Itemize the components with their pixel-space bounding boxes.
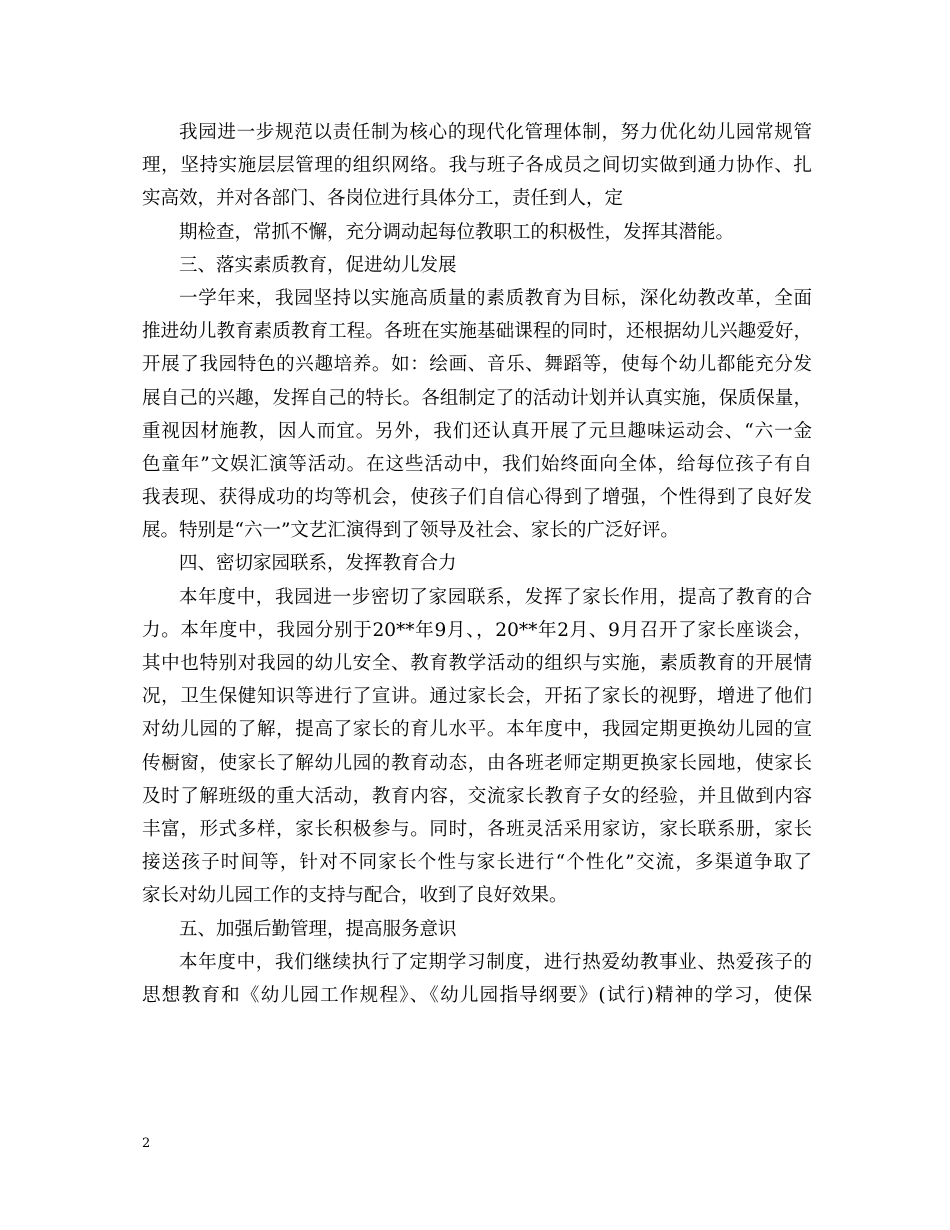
text-line: 况，卫生保健知识等进行了宣讲。通过家长会，开拓了家长的视野，增进了他们 [142,686,812,708]
text-line: 及时了解班级的重大活动，教育内容，交流家长教育子女的经验，并且做到内容 [142,785,812,807]
text-line: 我园进一步规范以责任制为核心的现代化管理体制，努力优化幼儿园常规管 [179,122,812,143]
text-line: 对幼儿园的了解，提高了家长的育儿水平。本年度中，我园定期更换幼儿园的宣 [142,719,812,741]
text-line: 色童年”文娱汇演等活动。在这些活动中，我们始终面向全体，给每位孩子有自 [142,453,812,475]
text-line: 本年度中，我园进一步密切了家园联系，发挥了家长作用，提高了教育的合 [179,586,812,608]
text-line: 本年度中，我们继续执行了定期学习制度，进行热爱幼教事业、热爱孩子的 [179,951,812,973]
text-line: 实高效，并对各部门、各岗位进行具体分工，责任到人，定 [142,188,624,210]
text-line: 期检查，常抓不懈，充分调动起每位教职工的积极性，发挥其潜能。 [179,221,735,243]
text-line: 四、密切家园联系，发挥教育合力 [179,553,457,575]
document-body [142,116,812,1012]
text-line: 其中也特别对我园的幼儿安全、教育教学活动的组织与实施，素质教育的开展情 [142,653,812,674]
text-line: 力。本年度中，我园分别于20**年9月、，20**年2月、9月召开了家长座谈会， [142,619,812,641]
text-line: 传橱窗，使家长了解幼儿园的教育动态，由各班老师定期更换家长园地，使家长 [142,752,812,774]
text-line: 展。特别是“六一”文艺汇演得到了领导及社会、家长的广泛好评。 [142,520,679,542]
text-line: 家长对幼儿园工作的支持与配合，收到了良好效果。 [142,885,568,907]
text-line: 开展了我园特色的兴趣培养。如：绘画、音乐、舞蹈等，使每个幼儿都能充分发 [142,354,812,376]
text-line: 重视因材施教，因人而宜。另外，我们还认真开展了元旦趣味运动会、“六一金 [142,420,812,442]
text-line: 丰富，形式多样，家长积极参与。同时，各班灵活采用家访，家长联系册，家长 [142,818,812,840]
text-line: 理，坚持实施层层管理的组织网络。我与班子各成员之间切实做到通力协作、扎 [142,155,812,177]
text-line: 我表现、获得成功的均等机会，使孩子们自信心得到了增强，个性得到了良好发 [142,487,812,509]
text-line: 五、加强后勤管理，提高服务意识 [179,918,457,940]
text-line: 三、落实素质教育，促进幼儿发展 [179,254,457,276]
text-line: 一学年来，我园坚持以实施高质量的素质教育为目标，深化幼教改革，全面 [179,287,812,309]
text-line: 推进幼儿教育素质教育工程。各班在实施基础课程的同时，还根据幼儿兴趣爱好， [142,321,812,343]
text-line: 展自己的兴趣，发挥自己的特长。各组制定了的活动计划并认真实施，保质保量， [142,387,812,409]
page-number: 2 [142,1136,151,1151]
text-line: 接送孩子时间等，针对不同家长个性与家长进行“个性化”交流，多渠道争取了 [142,852,812,874]
text-line: 思想教育和《幼儿园工作规程》、《幼儿园指导纲要》(试行)精神的学习，使保 [142,984,812,1006]
